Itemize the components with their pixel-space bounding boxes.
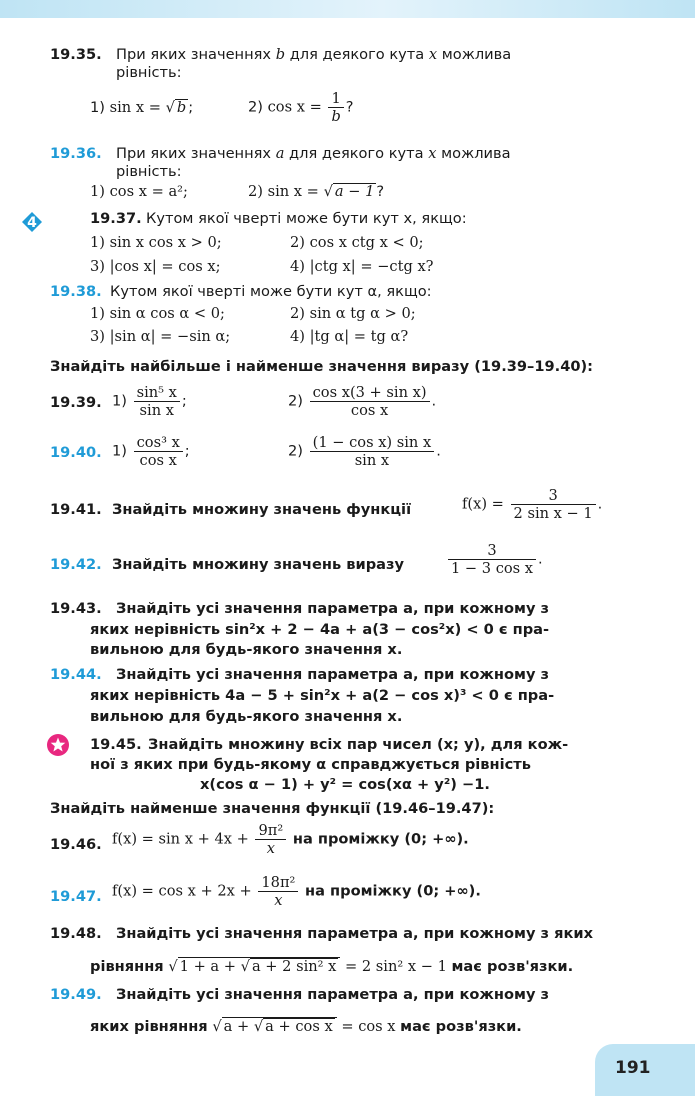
fraction: $\frac{\text{9π²}}{x}$ bbox=[255, 822, 286, 857]
problem-number: 19.43. bbox=[50, 600, 102, 617]
problem-number: 19.36. bbox=[50, 145, 102, 162]
problem-number: 19.49. bbox=[50, 986, 102, 1003]
problem-19-40: 19.40. 1) $\frac{\text{cos³ x}}{\text{cos x}}$ ; 2) $\frac{\text{(1 − cos x) sin x}}{\text{sin x}}$ . bbox=[50, 434, 441, 469]
text: для деякого кута bbox=[289, 46, 425, 63]
fraction: $\frac{1}{b}$ bbox=[328, 90, 343, 125]
text: При яких значеннях bbox=[116, 46, 272, 63]
problem-number: 19.40. bbox=[50, 444, 102, 461]
problem-19-35-options: 1) sin x = √ b ; 2) cos x = $\frac{1}{b}$ ? bbox=[90, 90, 354, 125]
problem-number: 19.44. bbox=[50, 666, 102, 683]
math: sin x = bbox=[109, 99, 161, 116]
problem-number: 19.41. bbox=[50, 501, 102, 518]
fraction: $\frac{3}{\text{2 sin x − 1}}$ bbox=[511, 487, 596, 522]
problem-19-41: 19.41. Знайдіть множину значень функції f(x) = $\frac{3}{\text{2 sin x − 1}}$ . bbox=[50, 487, 603, 522]
text: рівність: bbox=[116, 64, 182, 81]
problem-19-46: 19.46. f(x) = sin x + 4x + $\frac{\text{9π²}}{x}$ на проміжку (0; +∞). bbox=[50, 822, 469, 857]
fraction: $\frac{\text{cos³ x}}{\text{cos x}}$ bbox=[134, 434, 183, 469]
problem-number: 19.37. bbox=[90, 210, 142, 227]
problem-number: 19.35. bbox=[50, 46, 102, 63]
problem-number: 19.48. bbox=[50, 925, 102, 942]
var: x bbox=[428, 46, 438, 63]
math: cos x = bbox=[267, 98, 322, 116]
var: b bbox=[275, 46, 286, 63]
option-2: 2) sin x = √ a − 1 ? bbox=[248, 183, 385, 200]
fraction: $\frac{\text{18π²}}{x}$ bbox=[258, 874, 298, 909]
star-badge-icon bbox=[46, 733, 70, 757]
fraction: $\frac{\text{cos x(3 + sin x)}}{\text{cos x}}$ bbox=[310, 384, 430, 419]
fraction: $\frac{\text{(1 − cos x) sin x}}{\text{sin x}}$ bbox=[310, 434, 435, 469]
problem-number: 19.45. bbox=[90, 736, 142, 753]
problem-number: 19.42. bbox=[50, 556, 102, 573]
option-1: 1) cos x = a²; bbox=[90, 183, 188, 200]
problem-number: 19.46. bbox=[50, 836, 102, 853]
problem-19-42: 19.42. Знайдіть множину значень виразу $\frac{3}{\text{1 − 3 cos x}}$ . bbox=[50, 542, 543, 577]
difficulty-level-badge-icon bbox=[20, 210, 44, 234]
top-decorative-band bbox=[0, 0, 695, 18]
problem-19-39: 19.39. 1) $\frac{\text{sin⁵ x}}{\text{sin x}}$ ; 2) $\frac{\text{cos x(3 + sin x)}}{\text{cos x}}$ . bbox=[50, 384, 437, 419]
option-label: 2) bbox=[248, 98, 263, 116]
radicand: b bbox=[176, 99, 187, 116]
problem-number: 19.39. bbox=[50, 394, 102, 411]
page-number: 191 bbox=[615, 1058, 651, 1078]
problem-number: 19.38. bbox=[50, 283, 102, 300]
page-number-badge bbox=[595, 1044, 695, 1096]
fraction: $\frac{3}{\text{1 − 3 cos x}}$ bbox=[448, 542, 536, 577]
problem-number: 19.47. bbox=[50, 888, 102, 905]
fraction: $\frac{\text{sin⁵ x}}{\text{sin x}}$ bbox=[134, 384, 180, 419]
badge-number: 4 bbox=[27, 215, 37, 231]
problem-19-47: 19.47. f(x) = cos x + 2x + $\frac{\text{18π²}}{x}$ на проміжку (0; +∞). bbox=[50, 874, 481, 909]
option-label: 1) bbox=[90, 99, 105, 116]
text: можлива bbox=[441, 46, 512, 63]
